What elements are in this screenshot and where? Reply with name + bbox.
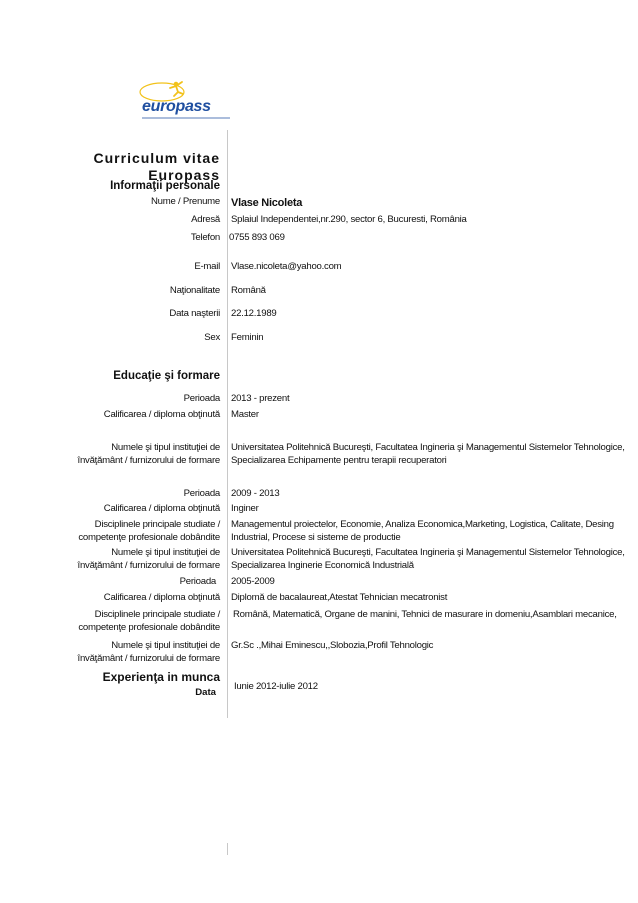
address-label: Adresă	[191, 214, 220, 225]
institution-value-2: Specializarea Echipamente pentru terapii recuperatori	[231, 455, 447, 466]
phone-label: Telefon	[190, 232, 220, 243]
name-label: Nume / Prenume	[150, 196, 220, 207]
experience-date-label: Data	[195, 687, 216, 698]
sex-value: Feminin	[231, 332, 264, 343]
institution-label-2: învăţământ / furnizorului de formare	[77, 653, 220, 664]
institution-value: Gr.Sc .,Mihai Eminescu,,Slobozia,Profil Tehnologic	[231, 640, 434, 651]
subjects-label-2: competenţe profesionale dobândite	[78, 622, 220, 633]
europass-logo	[130, 78, 230, 120]
nationality-label: Naţionalitate	[169, 285, 220, 296]
period-label: Perioada	[179, 576, 216, 587]
section-heading-experience: Experienţa in munca	[102, 670, 220, 684]
address-value: Splaiul Independentei,nr.290, sector 6, Bucuresti, România	[231, 214, 467, 225]
subjects-label: Disciplinele principale studiate /	[94, 519, 220, 530]
institution-label: Numele şi tipul instituţiei de	[111, 547, 220, 558]
section-heading-education: Educaţie şi formare	[113, 370, 220, 382]
qualification-value: Inginer	[231, 503, 259, 514]
europass-brand-text: europass	[142, 98, 211, 115]
period-value: 2009 - 2013	[231, 488, 280, 499]
period-value: 2013 - prezent	[231, 393, 290, 404]
qualification-label: Calificarea / diploma obţinută	[103, 503, 220, 514]
institution-label-2: învăţământ / furnizorului de formare	[77, 560, 220, 571]
sex-label: Sex	[204, 332, 220, 343]
period-label: Perioada	[183, 393, 220, 404]
period-value: 2005-2009	[231, 576, 275, 587]
subjects-value: Managementul proiectelor, Economie, Analiza Economica,Marketing, Logistica, Calitate, Desing	[231, 519, 614, 530]
institution-label: Numele şi tipul instituţiei de	[111, 442, 220, 453]
section-heading-personal: Informaţii personale	[110, 180, 220, 192]
subjects-value-2: Industrial, Procese si sisteme de productie	[231, 532, 401, 543]
qualification-label: Calificarea / diploma obţinută	[103, 592, 220, 603]
birth-date-label: Data naşterii	[169, 308, 220, 319]
nationality-value: Română	[231, 285, 266, 296]
phone-value: 0755 893 069	[229, 232, 285, 243]
qualification-label: Calificarea / diploma obţinută	[103, 409, 220, 420]
email-value: Vlase.nicoleta@yahoo.com	[231, 261, 342, 272]
qualification-value: Master	[231, 409, 259, 420]
name-value: Vlase Nicoleta	[231, 197, 303, 209]
cv-title-line2: Europass	[148, 167, 220, 183]
subjects-label-2: competenţe profesionale dobândite	[78, 532, 220, 543]
column-divider-bottom	[227, 843, 228, 855]
subjects-value: Română, Matematică, Organe de manini, Tehnici de masurare in domeniu,Asamblari mecanice,	[233, 609, 617, 620]
institution-value: Universitatea Politehnică Bucureşti, Facultatea Ingineria şi Managementul Sistemelor Tehnologice,	[231, 442, 625, 453]
email-label: E-mail	[194, 261, 220, 272]
institution-label: Numele şi tipul instituţiei de	[111, 640, 220, 651]
institution-value-2: Specializarea Inginerie Economică Industrială	[231, 560, 414, 571]
subjects-label: Disciplinele principale studiate /	[94, 609, 220, 620]
qualification-value: Diplomă de bacalaureat,Atestat Tehnician mecatronist	[231, 592, 448, 603]
institution-value: Universitatea Politehnică Bucureşti, Facultatea Ingineria şi Managementul Sistemelor Tehnologice,	[231, 547, 625, 558]
birth-date-value: 22.12.1989	[231, 308, 277, 319]
column-divider	[227, 130, 228, 718]
cv-title-line1: Curriculum vitae	[93, 150, 220, 166]
institution-label-2: învăţământ / furnizorului de formare	[77, 455, 220, 466]
experience-date-value: Iunie 2012-iulie 2012	[234, 681, 318, 692]
period-label: Perioada	[183, 488, 220, 499]
